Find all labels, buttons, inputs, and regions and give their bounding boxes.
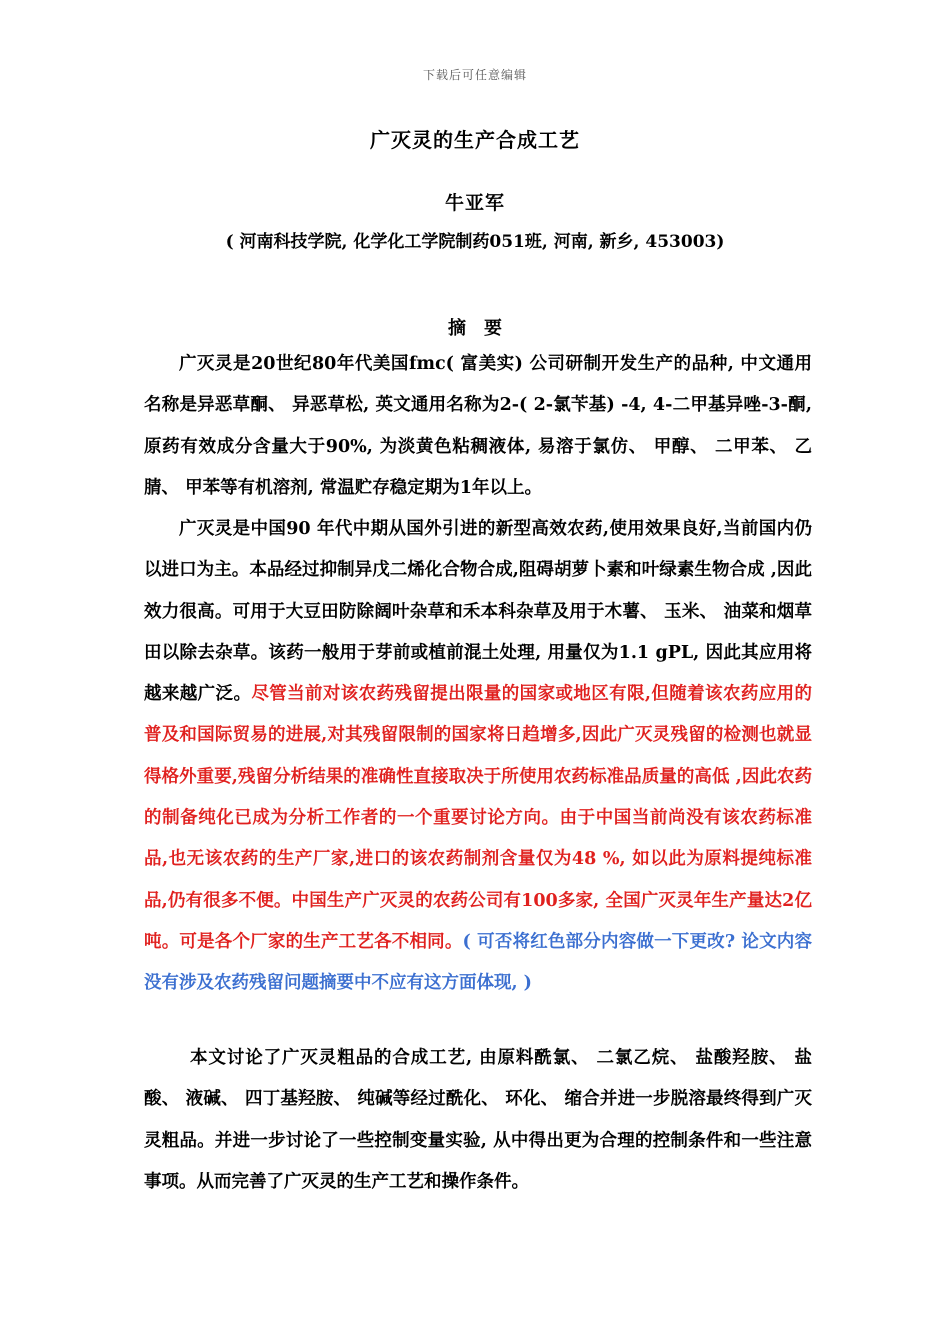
author-affiliation: ( 河南科技学院, 化学化工学院制药051班, 河南, 新乡, 453003) <box>225 232 725 252</box>
paper-title: 广灭灵的生产合成工艺 <box>370 128 580 152</box>
author-name: 牛亚军 <box>444 192 505 214</box>
paragraph-2-highlighted-text: 尽管当前对该农药残留提出限量的国家或地区有限,但随着该农药应用的普及和国际贸易的进展,对其残留限制的国家将日趋增多,因此广灭灵残留的检测也就显得格外重要,残留分析结果的准确性直接取决于所使用农药标准品质量的高低 ,因此农药的制备纯化已成为分析工作者的一个重要讨论方向。由于中国当前尚没有该农药标准品,也无该农药的生产厂家,进口的该农药制剂含量仅为48 %, 如以此为原料提纯标准品,仍有很多不便。中国生产广灭灵的农药公司有100多家, 全国广灭灵年生产量达2亿吨。可是各个厂家的生产工艺各不相同。 <box>144 684 813 952</box>
abstract-paragraph-2 <box>144 509 812 1005</box>
paragraph-2-review-comment: ( 可否将红色部分内容做一下更改? 论文内容没有涉及农药残留问题摘要中不应有这方面体现, ) <box>144 931 813 994</box>
abstract-paragraph-1: 广灭灵是20世纪80年代美国fmc( 富美实) 公司研制开发生产的品种, 中文通用名称是异恶草酮、 异恶草松, 英文通用名称为2-( 2-氯苄基) -4, 4-二甲基异唑-3-酮, 原药有效成分含量大于90%, 为淡黄色粘稠液体, 易溶于氯仿、 甲醇、 二甲苯、 乙腈、 甲苯等有机溶剂, 常温贮存稳定期为1年以上。 <box>144 354 812 498</box>
abstract-heading: 摘要 <box>448 318 520 339</box>
page-header-note: 下载后可任意编辑 <box>422 68 527 82</box>
paragraph-2-main-text: 广灭灵是中国90 年代中期从国外引进的新型高效农药,使用效果良好,当前国内仍以进口为主。本品经过抑制异戊二烯化合物合成,阻碍胡萝卜素和叶绿素生物合成 ,因此效力很高。可用于大豆田防除阔叶杂草和禾本科杂草及用于木薯、 玉米、 油菜和烟草田以除去杂草。该药一般用于芽前或植前混土处理, 用量仅为1.1 gPL, 因此其应用将越来越广泛。 <box>144 519 812 705</box>
abstract-paragraph-3: 本文讨论了广灭灵粗品的合成工艺, 由原料酰氯、 二氯乙烷、 盐酸羟胺、 盐酸、 液碱、 四丁基羟胺、 纯碱等经过酰化、 环化、 缩合并进一步脱溶最终得到广灭灵粗品。并进一步讨论了一些控制变量实验, 从中得出更为合理的控制条件和一些注意事项。从而完善了广灭灵的生产工艺和操作条件。 <box>144 1048 812 1192</box>
